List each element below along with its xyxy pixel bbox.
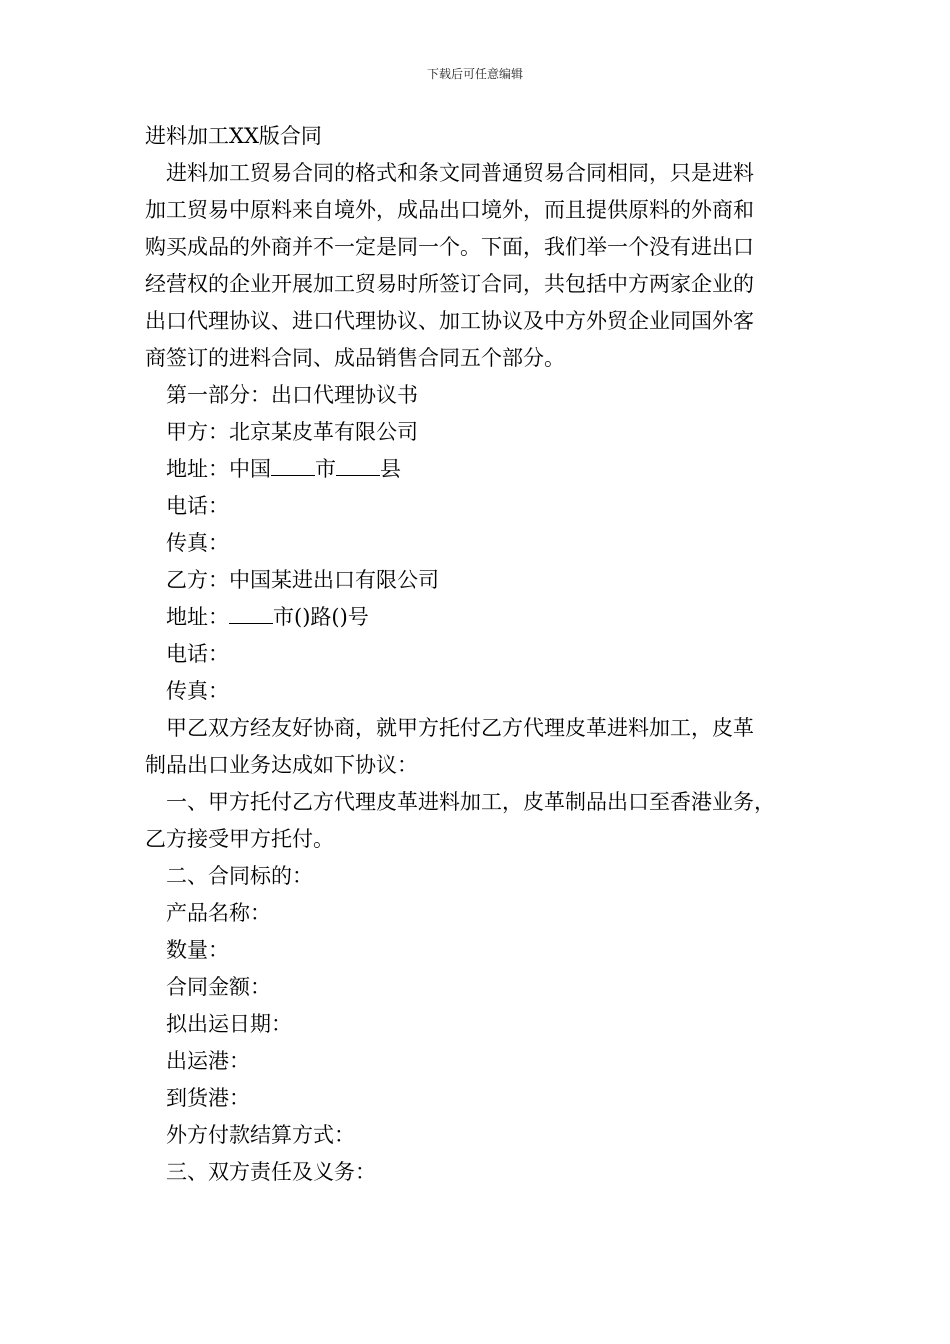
clause2-item: 外方付款结算方式：	[166, 1123, 355, 1147]
party-a-address-prefix: 地址：中国	[166, 457, 271, 481]
intro-line: 经营权的企业开展加工贸易时所签订合同，共包括中方两家企业的	[145, 272, 754, 296]
city-blank	[229, 599, 273, 624]
intro-line: 购买成品的外商并不一定是同一个。下面，我们举一个没有进出口	[145, 235, 754, 259]
intro-line: 进料加工贸易合同的格式和条文同普通贸易合同相同，只是进料	[166, 161, 754, 185]
intro-line: 加工贸易中原料来自境外，成品出口境外，而且提供原料的外商和	[145, 198, 754, 222]
agreement-line: 甲乙双方经友好协商，就甲方托付乙方代理皮革进料加工，皮革	[166, 716, 754, 740]
clause2-item: 产品名称：	[166, 901, 271, 925]
party-b-address	[145, 599, 817, 636]
clause1-line: 乙方接受甲方托付。	[145, 827, 334, 851]
clause2-item: 到货港：	[166, 1086, 250, 1110]
clause3-heading: 三、双方责任及义务：	[166, 1160, 376, 1184]
clause2-item: 拟出运日期：	[166, 1012, 292, 1036]
county-blank	[336, 451, 380, 476]
intro-line: 商签订的进料合同、成品销售合同五个部分。	[145, 346, 565, 370]
document-body	[145, 118, 817, 1191]
party-a-phone: 电话：	[166, 494, 229, 518]
intro-line: 出口代理协议、进口代理协议、加工协议及中方外贸企业同国外客	[145, 309, 754, 333]
party-b-address-suffix: 市()路()号	[273, 605, 369, 629]
part1-heading: 第一部分：出口代理协议书	[166, 383, 418, 407]
clause2-item: 合同金额：	[166, 975, 271, 999]
party-b-fax: 传真：	[166, 679, 229, 703]
party-a-address-suffix: 县	[380, 457, 401, 481]
party-b-name: 乙方：中国某进出口有限公司	[166, 568, 439, 592]
party-a-fax: 传真：	[166, 531, 229, 555]
party-a-address-mid: 市	[315, 457, 336, 481]
city-blank	[271, 451, 315, 476]
document-title: 进料加工XX版合同	[145, 124, 322, 148]
clause1-line: 一、甲方托付乙方代理皮革进料加工，皮革制品出口至香港业务，	[166, 790, 775, 814]
page-header: 下载后可任意编辑	[426, 67, 523, 81]
party-b-address-prefix: 地址：	[166, 605, 229, 629]
party-a-address	[145, 451, 817, 488]
party-a-name: 甲方：北京某皮革有限公司	[166, 420, 418, 444]
clause2-item: 数量：	[166, 938, 229, 962]
party-b-phone: 电话：	[166, 642, 229, 666]
clause2-heading: 二、合同标的：	[166, 864, 313, 888]
clause2-item: 出运港：	[166, 1049, 250, 1073]
agreement-line: 制品出口业务达成如下协议：	[145, 753, 418, 777]
